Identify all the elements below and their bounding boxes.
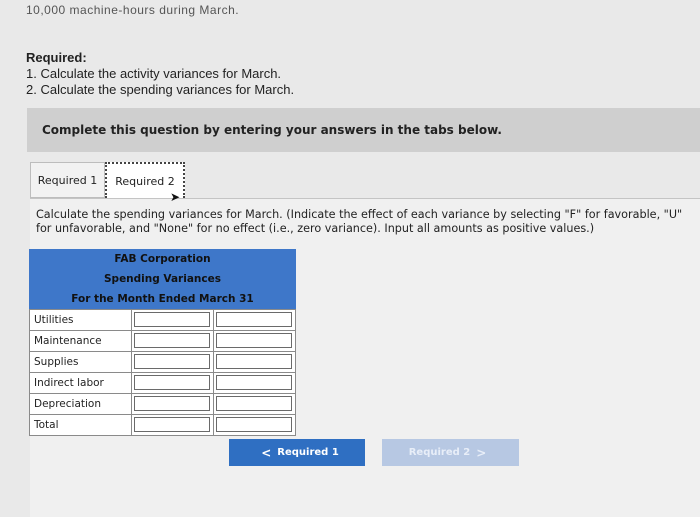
required-section bbox=[26, 50, 294, 98]
chevron-left-icon: < bbox=[261, 445, 272, 460]
mouse-cursor-icon: ➤ bbox=[170, 190, 181, 204]
depreciation-amount-input[interactable] bbox=[134, 396, 210, 411]
utilities-effect-select[interactable] bbox=[216, 312, 292, 327]
effect-cell bbox=[214, 394, 296, 414]
tab-required-2[interactable]: Required 2 bbox=[105, 162, 185, 198]
table-row bbox=[29, 309, 296, 331]
row-label-indirect-labor: Indirect labor bbox=[29, 373, 132, 393]
company-name: FAB Corporation bbox=[114, 253, 211, 265]
depreciation-effect-select[interactable] bbox=[216, 396, 292, 411]
amount-cell bbox=[132, 352, 214, 372]
indirect-labor-effect-select[interactable] bbox=[216, 375, 292, 390]
total-effect-select[interactable] bbox=[216, 417, 292, 432]
next-button-label: Required 2 bbox=[408, 447, 471, 458]
table-row bbox=[29, 352, 296, 373]
row-label-utilities: Utilities bbox=[29, 310, 132, 330]
maintenance-effect-select[interactable] bbox=[216, 333, 292, 348]
spending-variances-table bbox=[29, 249, 296, 436]
prev-required-button[interactable] bbox=[229, 439, 365, 466]
chevron-right-icon: > bbox=[476, 445, 487, 460]
next-required-button[interactable] bbox=[382, 439, 519, 466]
supplies-amount-input[interactable] bbox=[134, 354, 210, 369]
row-label-total: Total bbox=[29, 415, 132, 435]
row-label-depreciation: Depreciation bbox=[29, 394, 132, 414]
required-item-1: 1. Calculate the activity variances for March. bbox=[26, 66, 282, 81]
indirect-labor-amount-input[interactable] bbox=[134, 375, 210, 390]
amount-cell bbox=[132, 394, 214, 414]
instruction-bar bbox=[27, 108, 700, 152]
table-row bbox=[29, 373, 296, 394]
tab-bar bbox=[30, 162, 185, 198]
instruction-text: Complete this question by entering your answers in the tabs below. bbox=[42, 123, 502, 137]
tab-required-1[interactable]: Required 1 bbox=[30, 162, 105, 198]
effect-cell bbox=[214, 415, 296, 435]
required-item-2: 2. Calculate the spending variances for March. bbox=[26, 82, 295, 97]
amount-cell bbox=[132, 331, 214, 351]
table-row bbox=[29, 394, 296, 415]
utilities-amount-input[interactable] bbox=[134, 312, 210, 327]
table-row bbox=[29, 415, 296, 436]
effect-cell bbox=[214, 310, 296, 330]
effect-cell bbox=[214, 331, 296, 351]
total-amount-input[interactable] bbox=[134, 417, 210, 432]
effect-cell bbox=[214, 352, 296, 372]
amount-cell bbox=[132, 310, 214, 330]
prev-button-label: Required 1 bbox=[277, 447, 339, 458]
amount-cell bbox=[132, 415, 214, 435]
supplies-effect-select[interactable] bbox=[216, 354, 292, 369]
effect-cell bbox=[214, 373, 296, 393]
task-description: Calculate the spending variances for March. (Indicate the effect of each variance by selecting "F" for favorable, "U" for unfavorable, and "None" for no effect (i.e., zero variance). Input all amounts as positive values.) bbox=[36, 208, 683, 235]
table-row bbox=[29, 331, 296, 352]
truncated-problem-text: 10,000 machine-hours during March. bbox=[26, 3, 240, 17]
required-title: Required: bbox=[26, 50, 87, 65]
row-label-maintenance: Maintenance bbox=[29, 331, 132, 351]
table-header bbox=[29, 249, 296, 309]
row-label-supplies: Supplies bbox=[29, 352, 132, 372]
maintenance-amount-input[interactable] bbox=[134, 333, 210, 348]
amount-cell bbox=[132, 373, 214, 393]
report-period: For the Month Ended March 31 bbox=[71, 293, 254, 305]
report-title: Spending Variances bbox=[103, 273, 221, 285]
